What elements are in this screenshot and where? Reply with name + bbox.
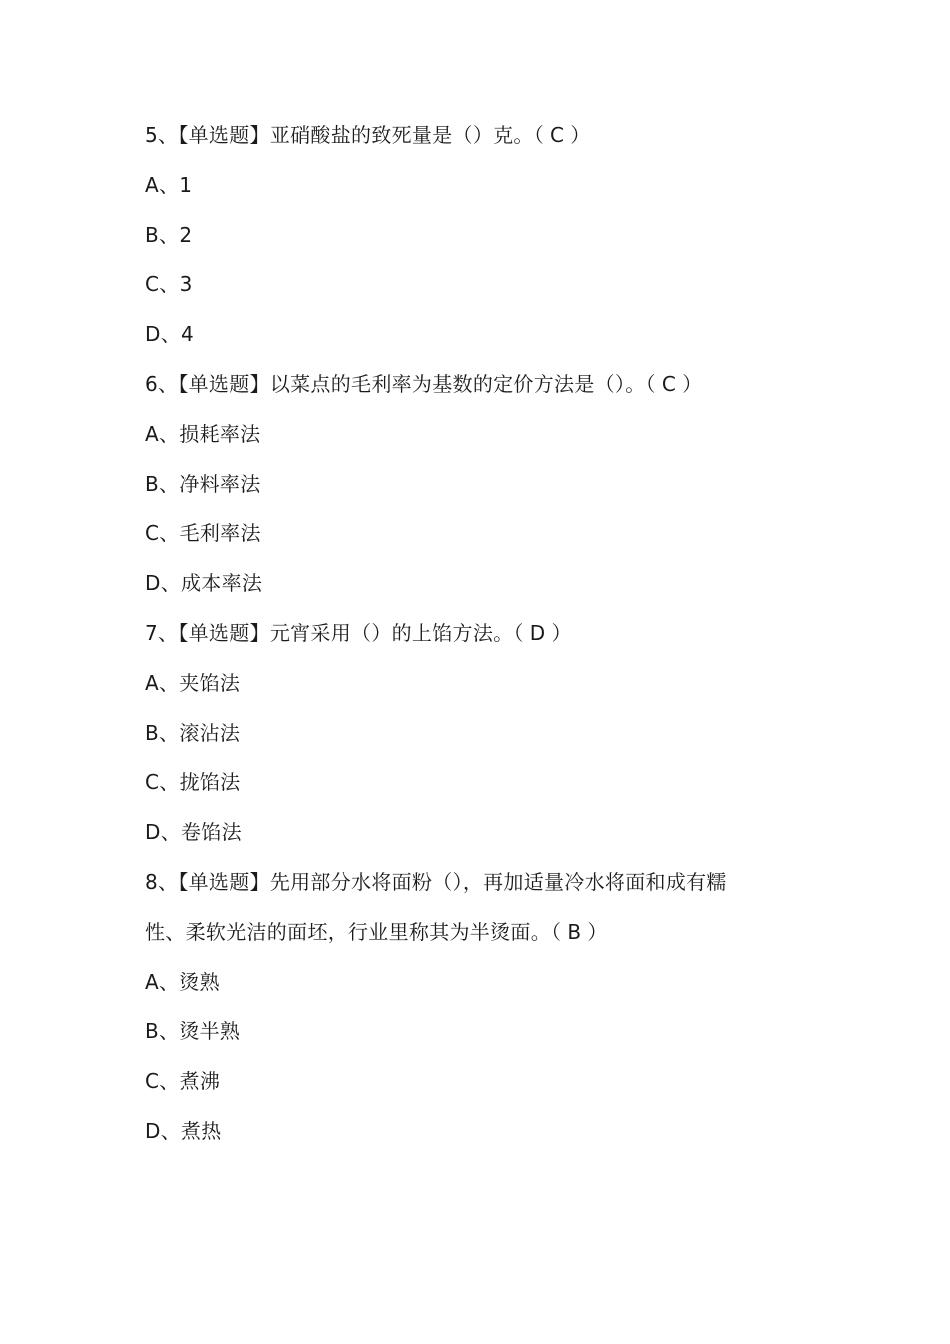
option-b: B、烫半熟 (145, 1019, 241, 1044)
answer-letter: B (567, 919, 582, 944)
question-text: 性、柔软光洁的面坯，行业里称其为半烫面。（ (145, 919, 562, 944)
question-text: 5、【单选题】亚硝酸盐的致死量是（）克。（ (145, 123, 545, 147)
answer-paren-close: ） (551, 620, 572, 645)
option-c: C、煮沸 (145, 1069, 221, 1094)
question-text: 6、【单选题】以菜点的毛利率为基数的定价方法是（）。（ (145, 371, 656, 396)
question-stem (145, 609, 835, 659)
question-7 (145, 609, 835, 858)
question-stem-line-2 (145, 908, 835, 958)
option-a: A、损耗率法 (145, 421, 261, 446)
answer-paren-close: ） (570, 123, 591, 147)
option-c: C、拢馅法 (145, 770, 241, 795)
question-stem (145, 360, 835, 410)
option-a: A、夹馅法 (145, 670, 241, 695)
answer-letter: C (550, 123, 565, 147)
option-c: C、3 (145, 272, 193, 297)
question-5 (145, 111, 835, 360)
question-list (145, 111, 835, 1157)
option-b: B、2 (145, 222, 193, 247)
option-b: B、净料率法 (145, 471, 261, 496)
answer-letter: C (661, 371, 677, 396)
option-d: D、煮热 (145, 1118, 222, 1143)
question-text: 7、【单选题】元宵采用（）的上馅方法。（ (145, 620, 524, 645)
question-6 (145, 360, 835, 609)
question-stem (145, 111, 835, 161)
answer-paren-close: ） (682, 371, 703, 396)
option-d: D、卷馅法 (145, 820, 242, 845)
option-a: A、1 (145, 172, 193, 197)
question-stem-line-1: 8、【单选题】先用部分水将面粉（），再加适量冷水将面和成有糯 (145, 869, 727, 894)
option-d: D、4 (145, 322, 195, 347)
option-d: D、成本率法 (145, 571, 263, 596)
answer-letter: D (529, 620, 546, 645)
question-8 (145, 858, 835, 1157)
option-a: A、烫熟 (145, 969, 220, 994)
option-b: B、滚沾法 (145, 720, 241, 745)
option-c: C、毛利率法 (145, 521, 261, 546)
answer-paren-close: ） (587, 919, 608, 944)
